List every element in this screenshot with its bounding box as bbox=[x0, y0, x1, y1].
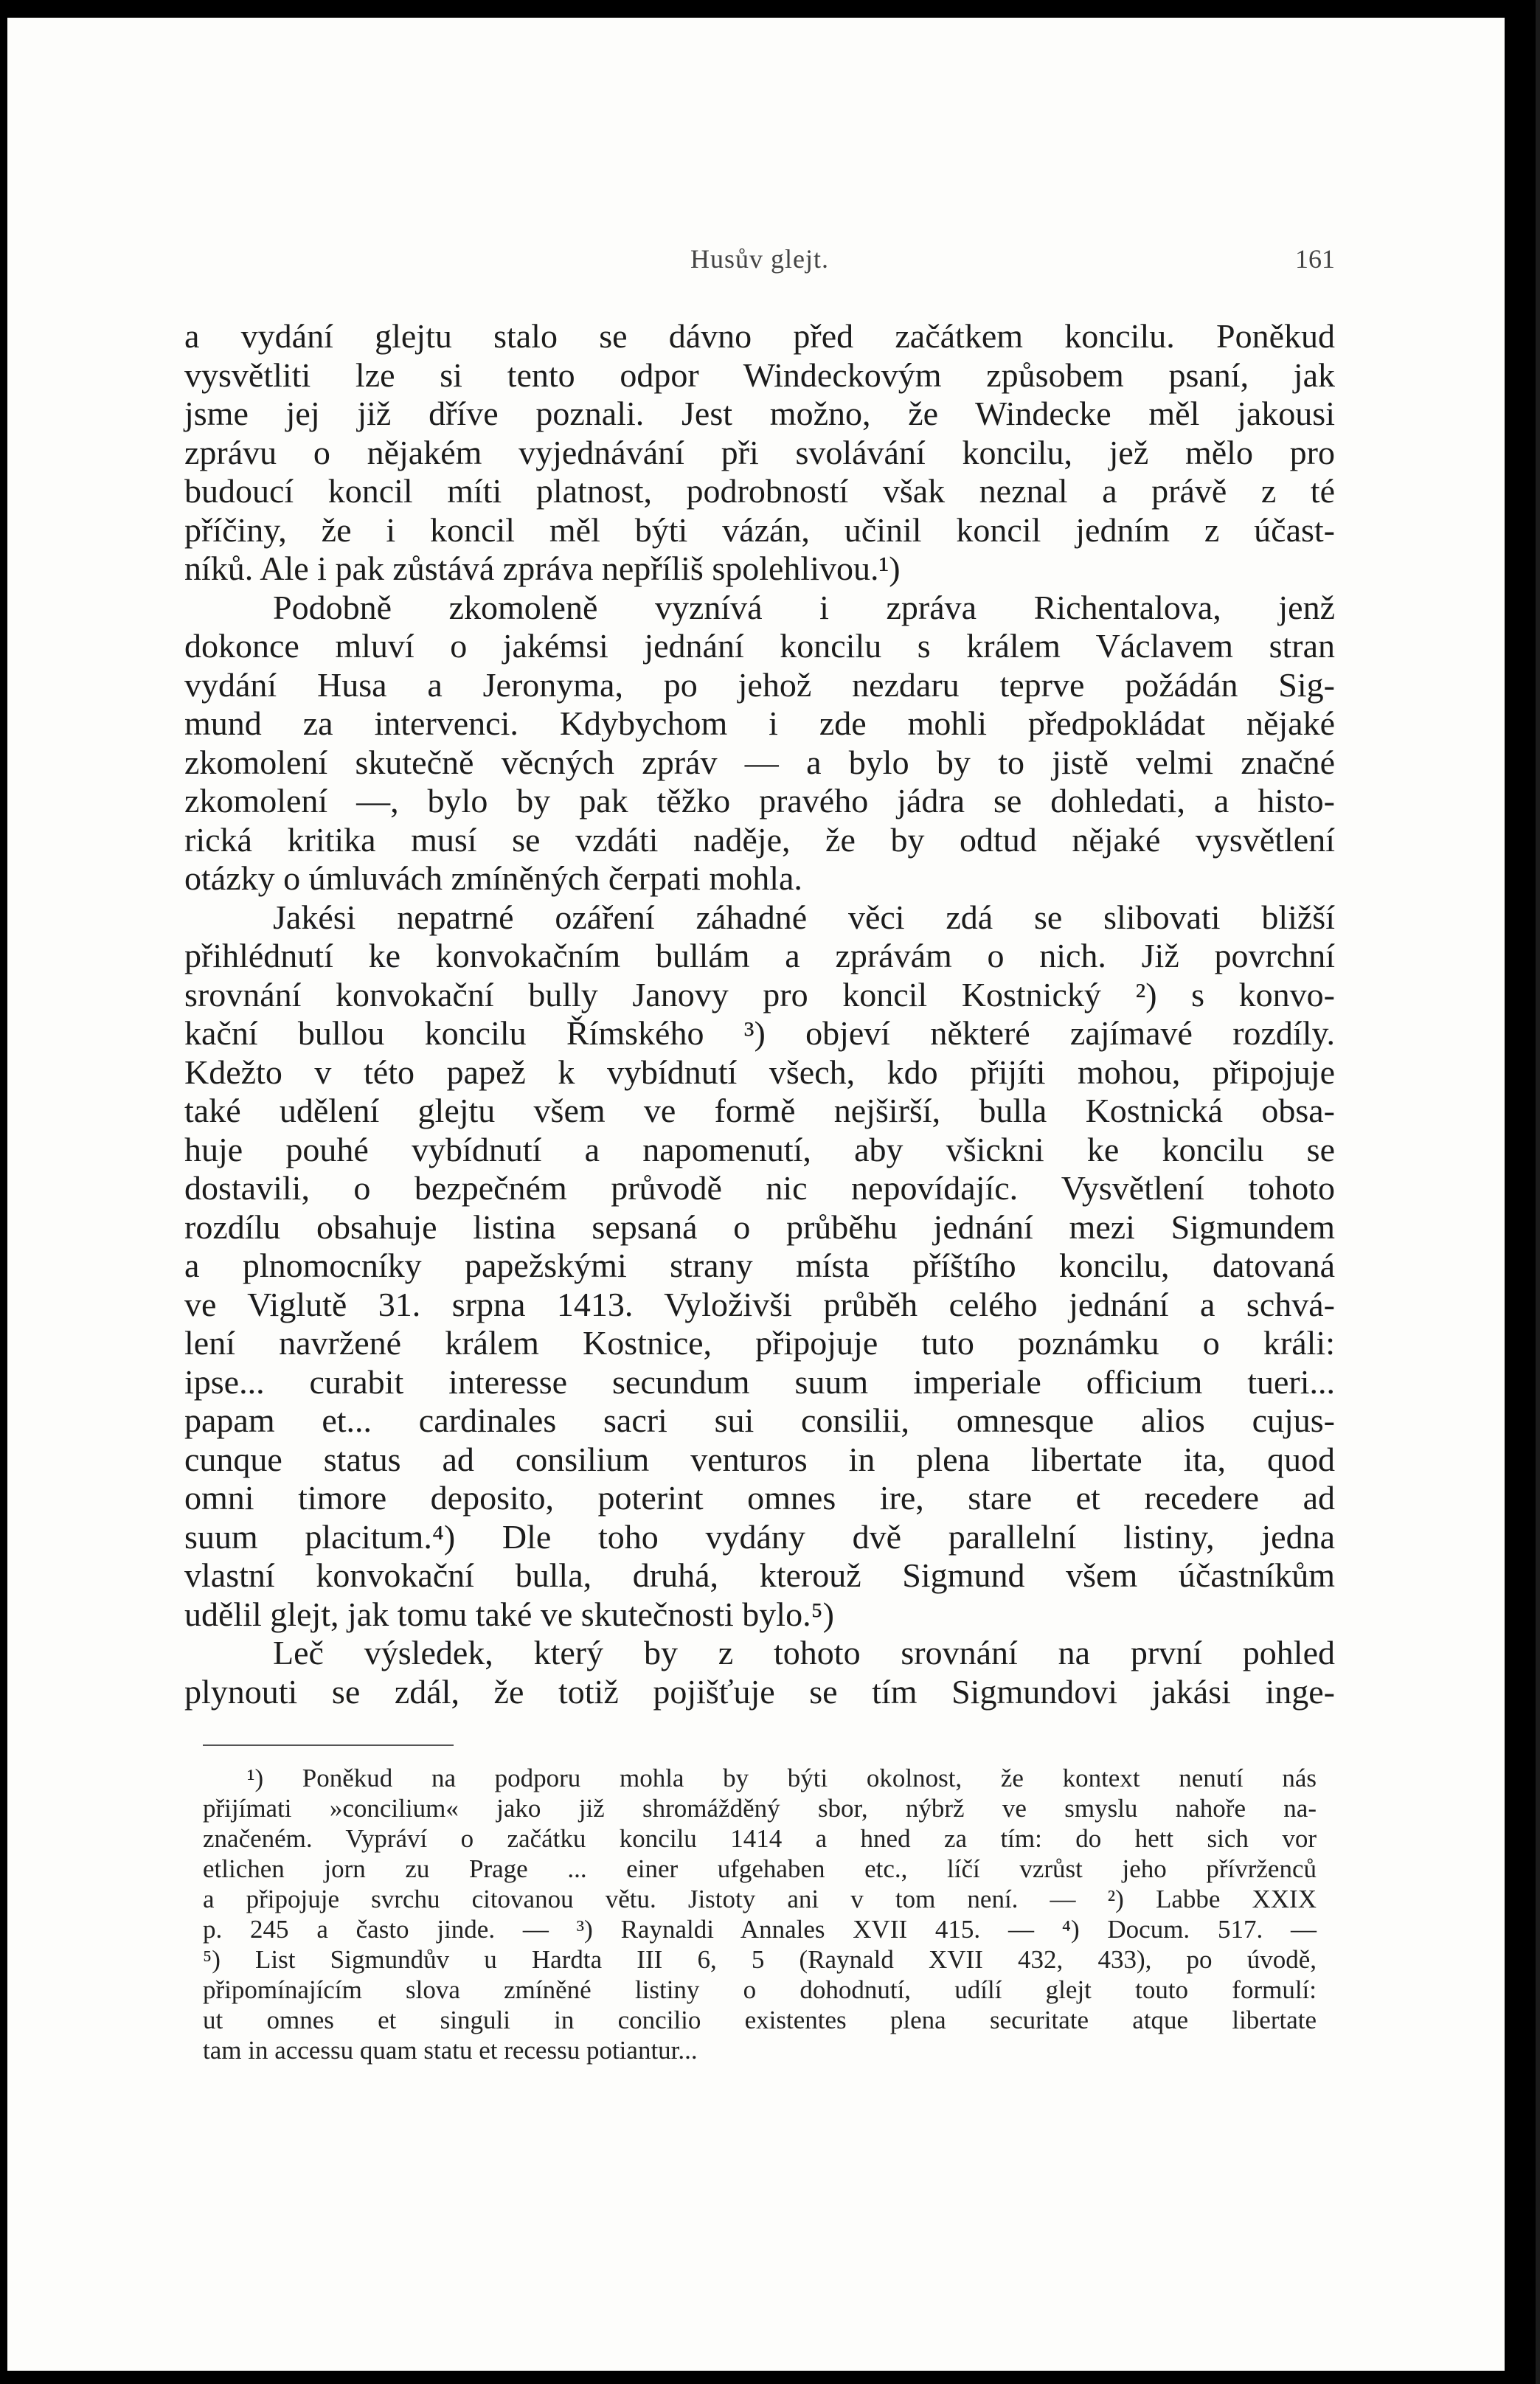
running-title: Husův glejt. bbox=[690, 244, 829, 274]
text-line: vlastní konvokační bulla, druhá, kterouž Sigmund všem účastníkům bbox=[184, 1556, 1335, 1594]
text-line: budoucí koncil míti platnost, podrobností však neznal a právě z té bbox=[184, 472, 1335, 510]
text-line: suum placitum.⁴) Dle toho vydány dvě parallelní listiny, jedna bbox=[184, 1517, 1335, 1556]
text-line: rická kritika musí se vzdáti naděje, že by odtud nějaké vysvětlení bbox=[184, 820, 1335, 859]
text-line: dostavili, o bezpečném průvodě nic nepovídajíc. Vysvětlení tohoto bbox=[184, 1169, 1335, 1207]
text-line: papam et... cardinales sacri sui consilii, omnesque alios cujus- bbox=[184, 1401, 1335, 1439]
scan-edge bbox=[1536, 0, 1540, 2384]
footnote-line: ut omnes et singuli in concilio existentes plena securitate atque libertate bbox=[203, 2006, 1317, 2034]
text-line: ve Viglutě 31. srpna 1413. Vyloživši průběh celého jednání a schvá- bbox=[184, 1285, 1335, 1323]
text-line: ipse... curabit interesse secundum suum imperiale officium tueri... bbox=[184, 1362, 1335, 1401]
text-line: Jakési nepatrné ozáření záhadné věci zdá se slibovati bližší bbox=[273, 898, 1335, 936]
footnote-line: připomínajícím slova zmíněné listiny o dohodnutí, udílí glejt touto formulí: bbox=[203, 1975, 1317, 2004]
text-line: zkomolení —, bylo by pak těžko pravého jádra se dohledati, a histo- bbox=[184, 782, 1335, 820]
footnote-line: p. 245 a často jinde. — ³) Raynaldi Annales XVII 415. — ⁴) Docum. 517. — bbox=[203, 1915, 1317, 1944]
footnotes bbox=[203, 1763, 1317, 2065]
text-line: zkomolení skutečně věcných zpráv — a bylo by to jistě velmi značné bbox=[184, 743, 1335, 781]
text-line: vysvětliti lze si tento odpor Windeckovým způsobem psaní, jak bbox=[184, 356, 1335, 394]
text-line: srovnání konvokační bully Janovy pro koncil Kostnický ²) s konvo- bbox=[184, 975, 1335, 1013]
text-line: huje pouhé vybídnutí a napomenutí, aby všickni ke koncilu se bbox=[184, 1130, 1335, 1168]
footnote-line: ⁵) List Sigmundův u Hardta III 6, 5 (Raynald XVII 432, 433), po úvodě, bbox=[203, 1945, 1317, 1974]
text-line: a plnomocníky papežskými strany místa příštího koncilu, datovaná bbox=[184, 1247, 1335, 1284]
text-line: plynouti se zdál, že totiž pojišťuje se tím Sigmundovi jakási inge- bbox=[184, 1672, 1335, 1711]
text-line: také udělení glejtu všem ve formě nejširší, bulla Kostnická obsa- bbox=[184, 1092, 1335, 1129]
text-line: dokonce mluví o jakémsi jednání koncilu s králem Václavem stran bbox=[184, 627, 1335, 665]
text-line: jsme jej již dříve poznali. Jest možno, že Windecke měl jakousi bbox=[184, 395, 1335, 432]
footnote-line: přijímati »concilium« jako již shromážděný sbor, nýbrž ve smyslu nahoře na- bbox=[203, 1794, 1317, 1823]
footnote-line: etlichen jorn zu Prage ... einer ufgehaben etc., líčí vzrůst jeho přívrženců bbox=[203, 1854, 1317, 1883]
text-line: omni timore deposito, poterint omnes ire, stare et recedere ad bbox=[184, 1479, 1335, 1517]
main-text bbox=[184, 317, 1335, 1711]
text-line: Leč výsledek, který by z tohoto srovnání na první pohled bbox=[273, 1634, 1335, 1671]
text-line: rozdílu obsahuje listina sepsaná o průběhu jednání mezi Sigmundem bbox=[184, 1207, 1335, 1246]
text-line: otázky o úmluvách zmíněných čerpati mohla. bbox=[184, 859, 802, 897]
footnote-line: ¹) Poněkud na podporu mohla by býti okolnost, že kontext nenutí nás bbox=[247, 1764, 1317, 1792]
text-line: mund za intervenci. Kdybychom i zde mohli předpokládat nějaké bbox=[184, 704, 1335, 742]
footnote-rule bbox=[203, 1744, 454, 1746]
text-line: zprávu o nějakém vyjednávání při svolávání koncilu, jež mělo pro bbox=[184, 433, 1335, 471]
running-head bbox=[184, 243, 1335, 280]
text-line: příčiny, že i koncil měl býti vázán, učinil koncil jedním z účast- bbox=[184, 510, 1335, 549]
text-line: a vydání glejtu stalo se dávno před začátkem koncilu. Poněkud bbox=[184, 317, 1335, 355]
footnote-line: značeném. Vypráví o začátku koncilu 1414 a hned za tím: do hett sich vor bbox=[203, 1824, 1317, 1853]
text-line: Kdežto v této papež k vybídnutí všech, kdo přijíti mohou, připojuje bbox=[184, 1053, 1335, 1091]
footnote-line: tam in accessu quam statu et recessu potiantur... bbox=[203, 2036, 698, 2065]
footnote-line: a připojuje svrchu citovanou větu. Jistoty ani v tom není. — ²) Labbe XXIX bbox=[203, 1885, 1317, 1913]
text-line: vydání Husa a Jeronyma, po jehož nezdaru teprve požádán Sig- bbox=[184, 665, 1335, 704]
page-number: 161 bbox=[1295, 244, 1335, 274]
text-line: přihlédnutí ke konvokačním bullám a zprávám o nich. Již povrchní bbox=[184, 937, 1335, 974]
text-line: kační bullou koncilu Římského ³) objeví některé zajímavé rozdíly. bbox=[184, 1014, 1335, 1052]
text-line: Podobně zkomoleně vyznívá i zpráva Richentalova, jenž bbox=[273, 588, 1335, 626]
text-line: cunque status ad consilium venturos in plena libertate ita, quod bbox=[184, 1440, 1335, 1478]
text-line: lení navržené králem Kostnice, připojuje tuto poznámku o králi: bbox=[184, 1324, 1335, 1362]
text-line: níků. Ale i pak zůstává zpráva nepříliš spolehlivou.¹) bbox=[184, 550, 901, 587]
text-line: udělil glejt, jak tomu také ve skutečnosti bylo.⁵) bbox=[184, 1595, 834, 1633]
